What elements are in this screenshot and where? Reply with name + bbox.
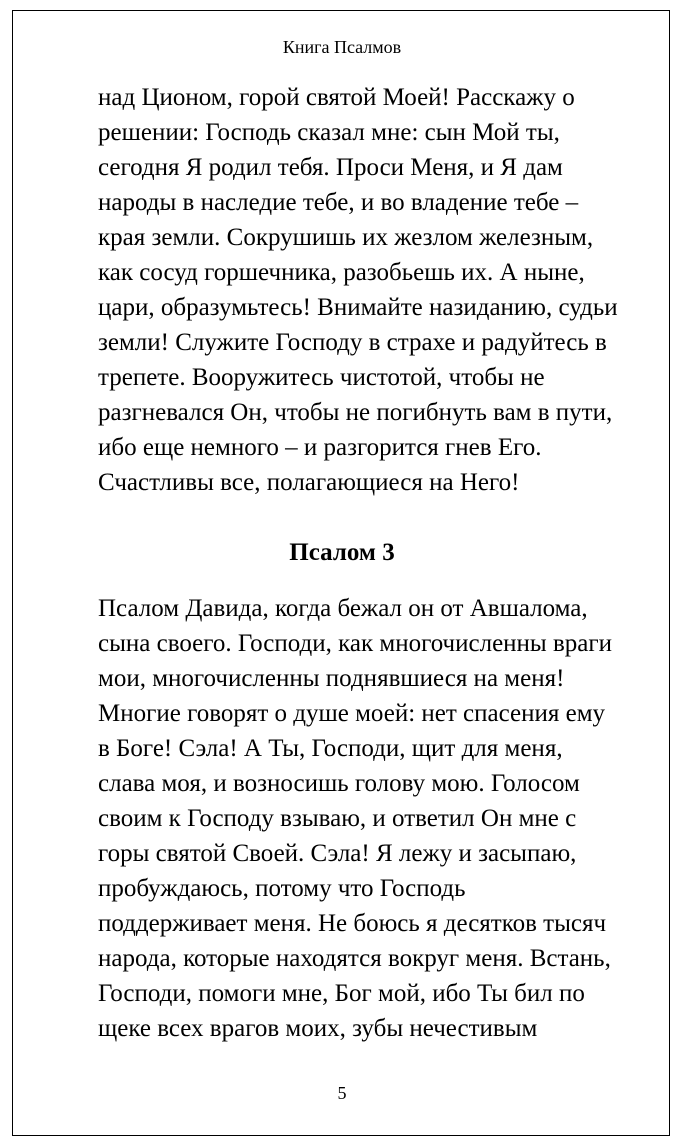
text-line: Многие говорят о душе моей: нет спасения ему: [98, 700, 606, 727]
text-line: края земли. Сокрушишь их жезлом железным,: [98, 224, 594, 251]
text-line: народы в наследие тебе, и во владение тебе –: [98, 189, 579, 216]
text-line: ибо еще немного – и разгорится гнев Его.: [98, 434, 542, 461]
text-line: Счастливы все, полагающиеся на Него!: [98, 469, 520, 496]
text-line: решении: Господь сказал мне: сын Мой ты,: [98, 119, 560, 146]
text-line: поддерживает меня. Не боюсь я десятков тысяч: [98, 910, 607, 937]
text-line: Господи, помоги мне, Бог мой, ибо Ты бил по: [98, 980, 585, 1007]
text-line: щеке всех врагов моих, зубы нечестивым: [98, 1015, 538, 1042]
psalm-heading: Псалом 3: [289, 539, 395, 566]
passage-continuation: [98, 80, 638, 500]
text-line: как сосуд горшечника, разобьешь их. А ныне,: [98, 259, 585, 286]
text-line: земли! Служите Господу в страхе и радуйтесь в: [98, 329, 607, 356]
text-line: цари, образумьтесь! Внимайте назиданию, судьи: [98, 294, 618, 321]
page-number: 5: [337, 1083, 347, 1103]
text-line: сына своего. Господи, как многочисленны враги: [98, 630, 613, 657]
text-line: трепете. Вооружитесь чистотой, чтобы не: [98, 364, 545, 391]
text-line: пробуждаюсь, потому что Господь: [98, 875, 466, 902]
text-line: горы святой Своей. Сэла! Я лежу и засыпаю,: [98, 840, 577, 867]
text-line: Псалом Давида, когда бежал он от Авшалома,: [98, 595, 588, 622]
text-line: разгневался Он, чтобы не погибнуть вам в пути,: [98, 399, 613, 426]
text-line: сегодня Я родил тебя. Проси Меня, и Я дам: [98, 154, 563, 181]
text-line: в Боге! Сэла! А Ты, Господи, щит для меня,: [98, 735, 563, 762]
running-header: Книга Псалмов: [282, 37, 402, 57]
text-line: народа, которые находятся вокруг меня. Встань,: [98, 945, 611, 972]
text-line: своим к Господу взываю, и ответил Он мне с: [98, 805, 577, 832]
text-line: над Ционом, горой святой Моей! Расскажу о: [98, 84, 575, 111]
psalm-3-text: [98, 591, 638, 1046]
text-line: мои, многочисленны поднявшиеся на меня!: [98, 665, 565, 692]
text-line: слава моя, и возносишь голову мою. Голосом: [98, 770, 580, 797]
